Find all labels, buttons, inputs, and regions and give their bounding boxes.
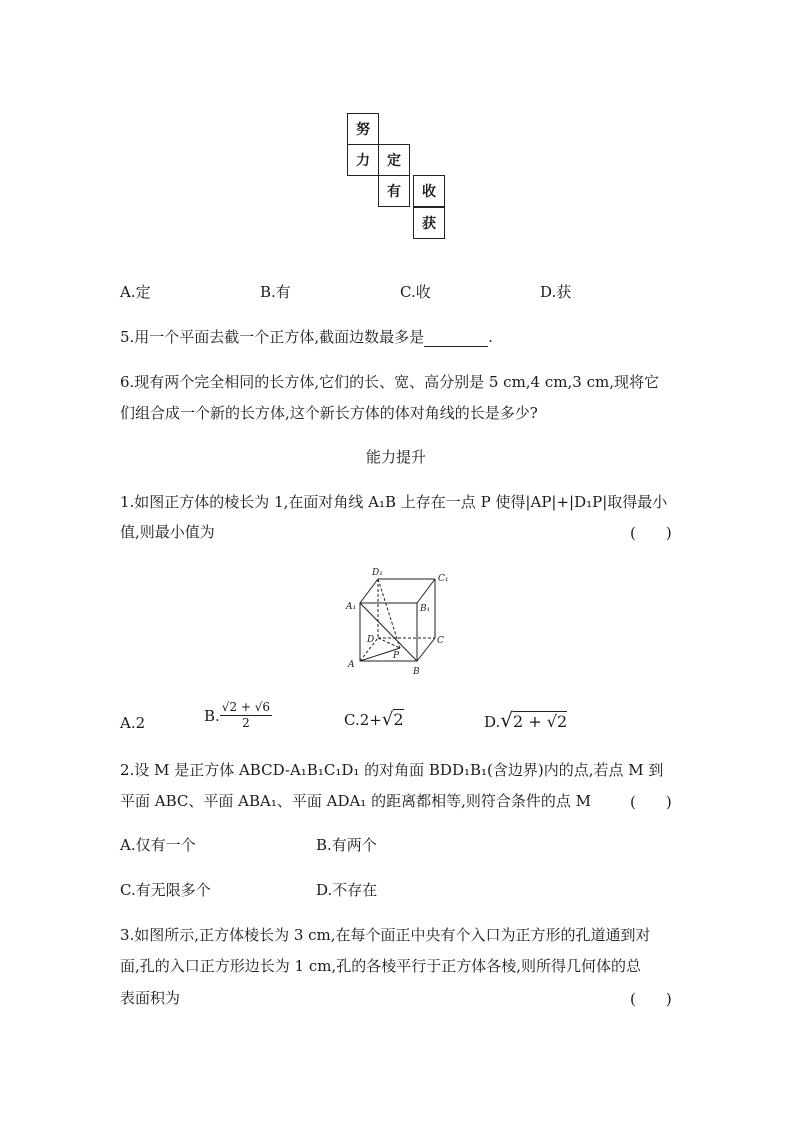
p1-option-c-prefix: C.2+ <box>344 711 382 729</box>
q5-text: 5.用一个平面去截一个正方体,截面边数最多是 <box>120 328 425 346</box>
problem-3-answer-paren: ( ) <box>630 990 672 1008</box>
problem-3-line-1: 3.如图所示,正方体棱长为 3 cm,在每个面正中央有个入口为正方形的孔道通到对 <box>120 926 651 944</box>
q5-answer-blank <box>424 330 488 347</box>
q4-option-a: A.定 <box>120 283 151 301</box>
radical-sign-icon: √ <box>500 708 514 732</box>
net-cell-2: 力 <box>347 144 379 176</box>
p2-option-c: C.有无限多个 <box>120 881 211 899</box>
q5-text-end: . <box>488 328 493 346</box>
p1-option-c-radicand: 2 <box>393 710 404 729</box>
cube-figure <box>340 565 460 680</box>
label-c1: C₁ <box>438 574 449 584</box>
problem-3-line-2: 面,孔的入口正方形边长为 1 cm,孔的各棱平行于正方体各棱,则所得几何体的总 <box>120 957 642 975</box>
label-b: B <box>413 667 420 677</box>
problem-1-line-1: 1.如图正方体的棱长为 1,在面对角线 A₁B 上存在一点 P 使得|AP|+|D₁P|取得最小 <box>120 493 668 511</box>
p1-option-b-prefix: B. <box>204 706 220 725</box>
section-title: 能力提升 <box>366 448 427 466</box>
question-5 <box>120 327 493 347</box>
p1-option-b-numerator: √2 + √6 <box>221 700 271 714</box>
label-c: C <box>437 636 444 646</box>
problem-2-answer-paren: ( ) <box>630 793 672 811</box>
p1-option-b <box>204 700 272 731</box>
net-cell-1: 努 <box>347 113 379 145</box>
problem-1-answer-paren: ( ) <box>630 524 672 542</box>
p1-option-a: A.2 <box>120 714 146 732</box>
p2-option-d: D.不存在 <box>316 881 378 899</box>
p1-option-b-denominator: 2 <box>242 716 250 730</box>
label-a1: A₁ <box>346 602 357 612</box>
problem-1-line-2: 值,则最小值为 <box>120 523 215 541</box>
label-d1: D₁ <box>372 568 383 578</box>
q4-option-b: B.有 <box>260 283 291 301</box>
p2-option-b: B.有两个 <box>316 836 377 854</box>
radical-sign-icon: √ <box>381 709 394 730</box>
p1-option-d <box>484 710 567 732</box>
p2-option-a: A.仅有一个 <box>120 836 196 854</box>
q4-option-d: D.获 <box>540 283 572 301</box>
p1-option-d-radicand: 2 + √2 <box>513 712 568 731</box>
label-p: P <box>393 651 400 661</box>
p1-option-c <box>344 710 404 730</box>
p1-option-d-prefix: D. <box>484 713 501 731</box>
net-cell-4: 有 <box>378 175 410 207</box>
net-cell-6: 获 <box>413 207 445 239</box>
question-6-line-2: 们组合成一个新的长方体,这个新长方体的体对角线的长是多少? <box>120 404 538 422</box>
problem-2-line-2: 平面 ABC、平面 ABA₁、平面 ADA₁ 的距离都相等,则符合条件的点 M <box>120 792 591 810</box>
q4-option-c: C.收 <box>400 283 431 301</box>
label-b1: B₁ <box>420 604 431 614</box>
net-cell-3: 定 <box>378 144 410 176</box>
net-cell-5: 收 <box>413 175 445 207</box>
problem-2-line-1: 2.设 M 是正方体 ABCD-A₁B₁C₁D₁ 的对角面 BDD₁B₁(含边界)内的点,若点 M 到 <box>120 761 664 779</box>
cube-net-figure <box>347 113 447 243</box>
problem-3-line-3: 表面积为 <box>120 989 181 1007</box>
label-a: A <box>348 660 355 670</box>
question-6-line-1: 6.现有两个完全相同的长方体,它们的长、宽、高分别是 5 cm,4 cm,3 cm,现将它 <box>120 373 659 391</box>
label-d: D <box>367 635 375 645</box>
p1-option-b-fraction <box>220 700 272 731</box>
